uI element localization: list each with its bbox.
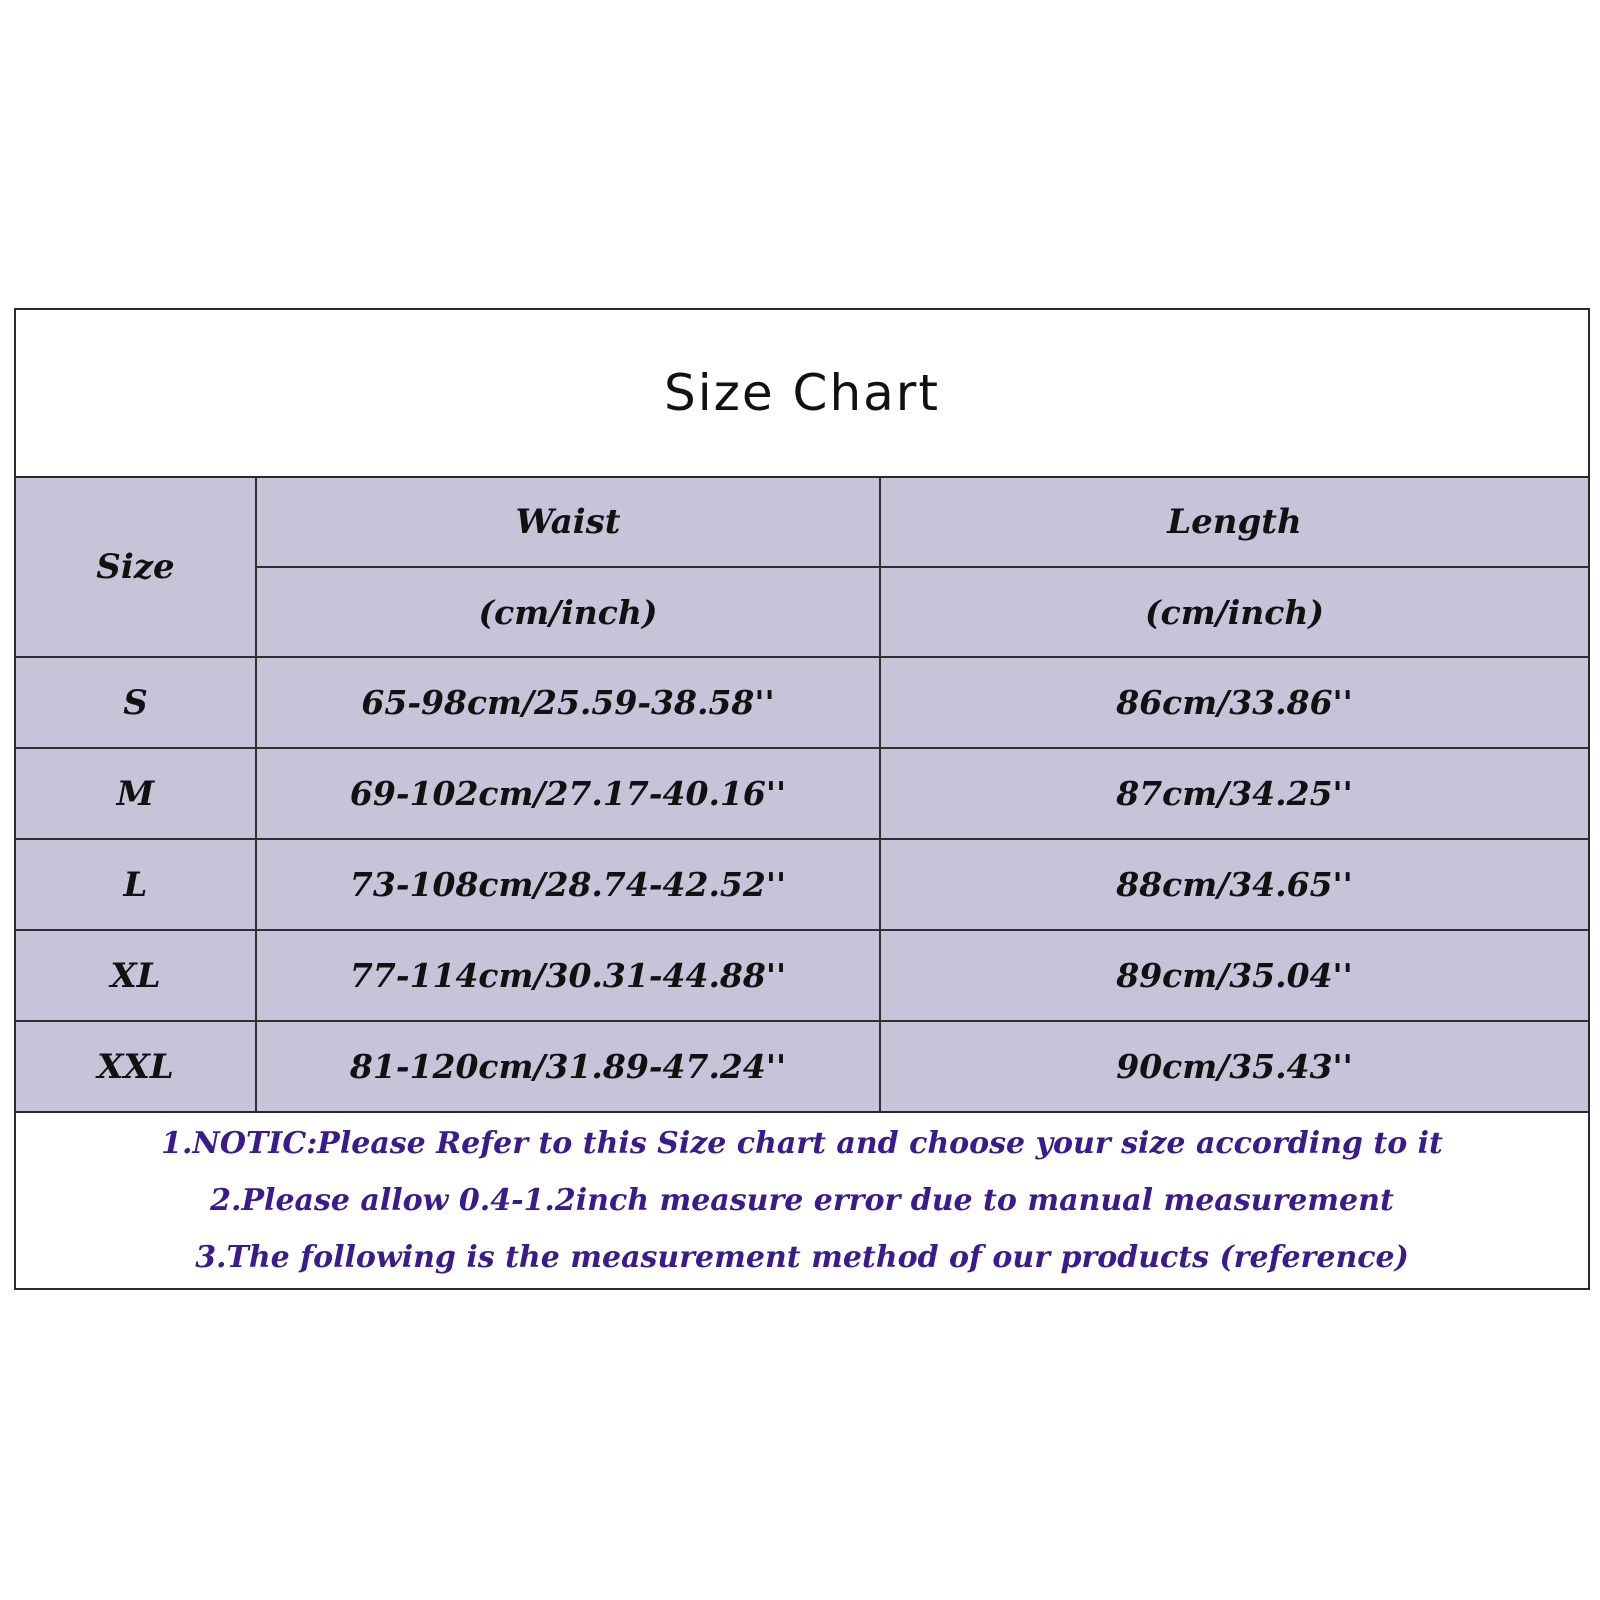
chart-title: Size Chart <box>664 364 940 422</box>
length-cell: 89cm/35.04'' <box>880 930 1588 1021</box>
waist-cell: 73-108cm/28.74-42.52'' <box>256 839 880 930</box>
length-unit: (cm/inch) <box>880 567 1588 657</box>
length-cell: 88cm/34.65'' <box>880 839 1588 930</box>
size-cell: S <box>16 657 256 748</box>
waist-column-header: Waist <box>256 477 880 567</box>
waist-cell: 69-102cm/27.17-40.16'' <box>256 748 880 839</box>
table-row <box>16 839 1588 930</box>
notes <box>16 1110 1588 1290</box>
length-cell: 87cm/34.25'' <box>880 748 1588 839</box>
size-column-header: Size <box>16 477 256 657</box>
size-cell: XL <box>16 930 256 1021</box>
note-line: 1.NOTIC:Please Refer to this Size chart and choose your size according to it <box>161 1125 1443 1161</box>
size-table <box>16 476 1588 1113</box>
size-cell: L <box>16 839 256 930</box>
length-column-header: Length <box>880 477 1588 567</box>
waist-cell: 81-120cm/31.89-47.24'' <box>256 1021 880 1112</box>
size-cell: M <box>16 748 256 839</box>
note-line: 3.The following is the measurement method of our products (reference) <box>195 1239 1409 1275</box>
size-cell: XXL <box>16 1021 256 1112</box>
waist-unit: (cm/inch) <box>256 567 880 657</box>
waist-cell: 77-114cm/30.31-44.88'' <box>256 930 880 1021</box>
title-band <box>16 310 1588 476</box>
size-chart <box>14 308 1590 1290</box>
waist-cell: 65-98cm/25.59-38.58'' <box>256 657 880 748</box>
length-cell: 90cm/35.43'' <box>880 1021 1588 1112</box>
table-row <box>16 930 1588 1021</box>
length-cell: 86cm/33.86'' <box>880 657 1588 748</box>
table-row <box>16 657 1588 748</box>
table-row <box>16 748 1588 839</box>
note-line: 2.Please allow 0.4-1.2inch measure error due to manual measurement <box>210 1182 1394 1218</box>
table-row <box>16 1021 1588 1112</box>
header-row <box>16 477 1588 567</box>
